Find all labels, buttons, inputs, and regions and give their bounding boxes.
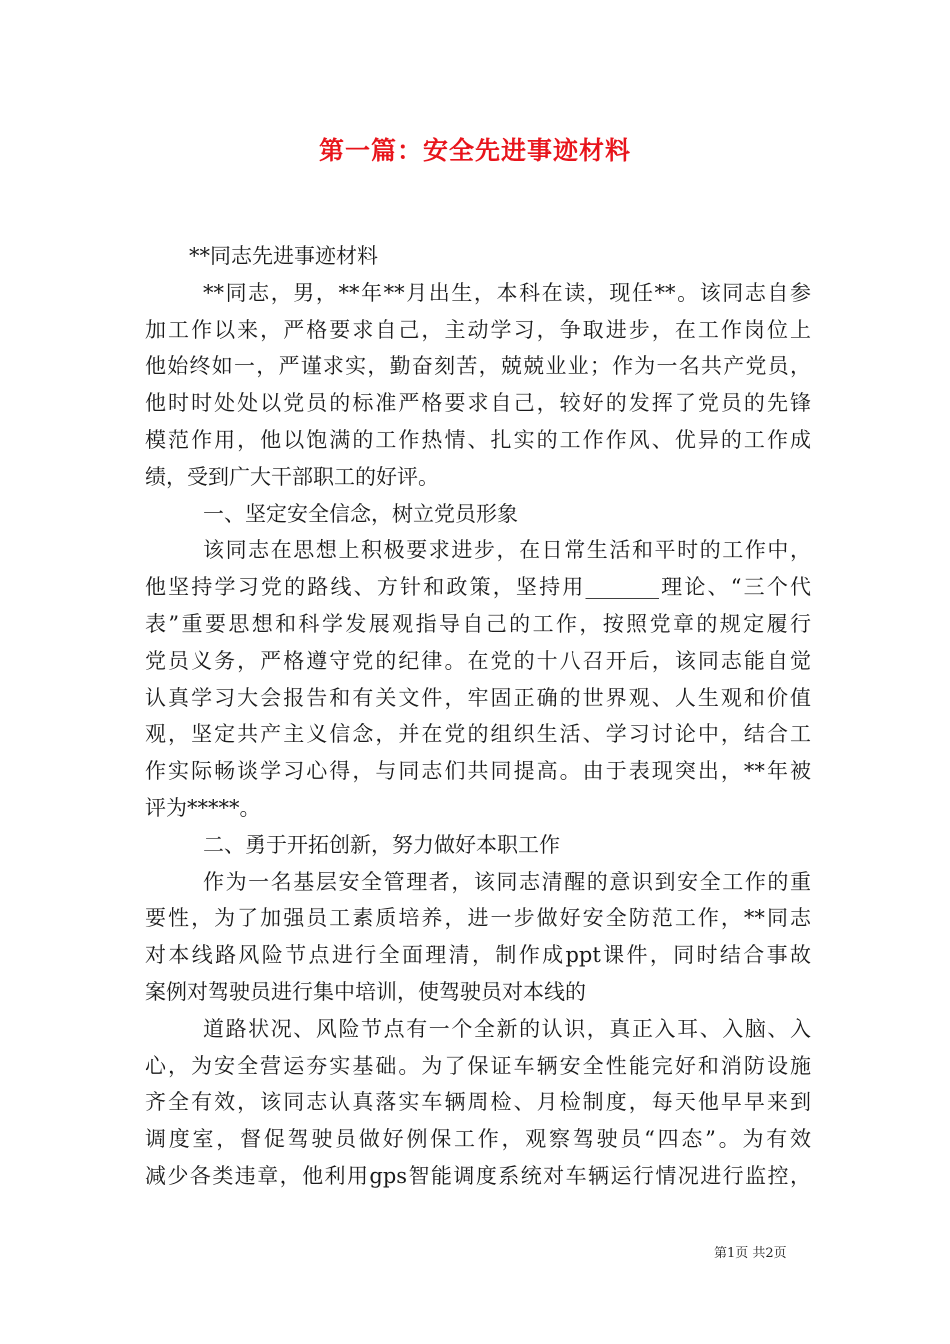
- text-line: 齐全有效，该同志认真落实车辆周检、月检制度，每天他早早来到: [145, 1090, 811, 1115]
- text-line: 认真学习大会报告和有关文件，牢固正确的世界观、人生观和价值: [145, 685, 811, 710]
- text-line: 党员义务，严格遵守党的纪律。在党的十八召开后，该同志能自觉: [145, 648, 811, 673]
- text-line: 加工作以来，严格要求自己，主动学习，争取进步，在工作岗位上: [145, 317, 811, 342]
- section-heading-1: 一、坚定安全信念，树立党员形象: [203, 501, 518, 526]
- text-line: 他坚持学习党的路线、方针和政策，坚持用_______理论、“三个代: [145, 575, 811, 600]
- text-line: 心，为安全营运夯实基础。为了保证车辆安全性能完好和消防设施: [145, 1053, 811, 1078]
- text-line: 绩，受到广大干部职工的好评。: [145, 464, 439, 489]
- text-line: 对本线路风险节点进行全面理清，制作成ppt课件，同时结合事故: [145, 943, 811, 968]
- text-line: 要性，为了加强员工素质培养，进一步做好安全防范工作，**同志: [145, 906, 811, 931]
- text-line: 道路状况、风险节点有一个全新的认识，真正入耳、入脑、入: [203, 1016, 811, 1041]
- section-heading-2: 二、勇于开拓创新，努力做好本职工作: [203, 832, 560, 857]
- page-number: 第1页 共2页: [714, 1246, 787, 1261]
- text-line: 他时时处处以党员的标准严格要求自己，较好的发挥了党员的先锋: [145, 391, 811, 416]
- document-subtitle: **同志先进事迹材料: [189, 244, 378, 268]
- text-line: 模范作用，他以饱满的工作热情、扎实的工作作风、优异的工作成: [145, 427, 811, 452]
- text-line: 表”重要思想和科学发展观指导自己的工作，按照党章的规定履行: [145, 611, 811, 636]
- text-line: 调度室，督促驾驶员做好例保工作，观察驾驶员“四态”。为有效: [145, 1127, 811, 1152]
- text-line: 他始终如一，严谨求实，勤奋刻苦，兢兢业业；作为一名共产党员，: [145, 354, 811, 379]
- text-line: 案例对驾驶员进行集中培训，使驾驶员对本线的: [145, 979, 586, 1004]
- text-line: 评为*****。: [145, 795, 261, 820]
- text-line: 作实际畅谈学习心得，与同志们共同提高。由于表现突出，**年被: [145, 759, 811, 784]
- text-line: **同志，男，**年**月出生，本科在读，现任**。该同志自参: [203, 280, 811, 305]
- page-title: 第一篇：安全先进事迹材料: [318, 136, 631, 165]
- document-body: [145, 238, 811, 1195]
- text-line: 减少各类违章，他利用gps智能调度系统对车辆运行情况进行监控，: [145, 1163, 811, 1188]
- text-line: 观，坚定共产主义信念，并在党的组织生活、学习讨论中，结合工: [145, 722, 811, 747]
- text-line: 作为一名基层安全管理者，该同志清醒的意识到安全工作的重: [203, 869, 811, 894]
- text-line: 该同志在思想上积极要求进步，在日常生活和平时的工作中，: [203, 538, 811, 563]
